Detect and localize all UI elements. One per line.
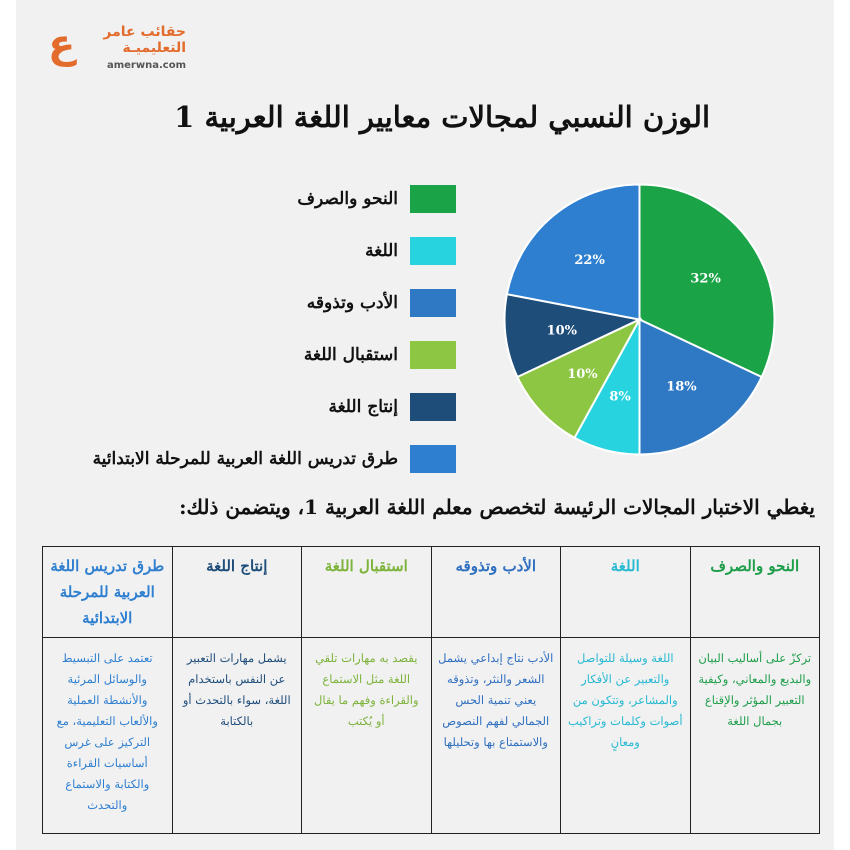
legend-item: [50, 443, 460, 475]
legend-swatch: [410, 185, 456, 213]
legend-label: النحو والصرف: [297, 189, 398, 209]
pie-slice-label: 18%: [666, 379, 697, 395]
table-header-row: [43, 547, 820, 638]
logo-text-line1: حقائب عامر: [103, 24, 186, 40]
table-body-cell: اللغة وسيلة للتواصل والتعبير عن الأفكار والمشاعر، وتتكون من أصوات وكلمات وتراكيب ومعانٍ: [561, 638, 691, 834]
table-body-cell: تعتمد على التبسيط والوسائل المرئية والأنشطة العملية والألعاب التعليمية، مع التركيز على غرس أساسيات القراءة والكتابة والاستماع والتحدث: [43, 638, 173, 834]
legend-label: استقبال اللغة: [303, 345, 398, 365]
legend-item: [50, 391, 460, 423]
legend-swatch: [410, 393, 456, 421]
pie-slice-label: 10%: [546, 323, 578, 339]
legend-item: [50, 183, 460, 215]
pie-slice-label: 32%: [690, 271, 721, 287]
pie-slice-label: 22%: [574, 253, 605, 269]
legend-swatch: [410, 289, 456, 317]
legend-item: [50, 339, 460, 371]
legend-swatch: [410, 237, 456, 265]
legend-item: [50, 287, 460, 319]
table-body-cell: يقصد به مهارات تلقي اللغة مثل الاستماع والقراءة وفهم ما يقال أو يُكتب: [302, 638, 432, 834]
table-header-cell: طرق تدريس اللغة العربية للمرحلة الابتدائية: [43, 547, 173, 638]
chart-title: الوزن النسبي لمجالات معايير اللغة العربية 1: [174, 100, 710, 134]
legend-swatch: [410, 341, 456, 369]
table-header-cell: النحو والصرف: [690, 547, 820, 638]
legend-label: إنتاج اللغة: [328, 397, 398, 417]
logo-text-line2: التعليميـة: [122, 40, 186, 56]
brand-logo: [48, 22, 188, 72]
table-header-cell: اللغة: [561, 547, 691, 638]
table-header-cell: الأدب وتذوقه: [431, 547, 561, 638]
table-header-cell: استقبال اللغة: [302, 547, 432, 638]
pie-chart: [502, 182, 777, 457]
intro-text: يغطي الاختبار المجالات الرئيسة لتخصص معلم اللغة العربية 1، ويتضمن ذلك:: [179, 495, 815, 519]
legend-label: الأدب وتذوقه: [306, 293, 398, 313]
table-header-cell: إنتاج اللغة: [172, 547, 302, 638]
table-body-cell: الأدب نتاج إبداعي يشمل الشعر والنثر، وتذوقه يعني تنمية الحس الجمالي لفهم النصوص والاستمتاع بها وتحليلها: [431, 638, 561, 834]
table-body-row: [43, 638, 820, 834]
pie-slice-label: 8%: [609, 389, 631, 405]
legend-label: اللغة: [365, 241, 398, 261]
table-body-cell: تركزّ على أساليب البيان والبديع والمعاني، وكيفية التعبير المؤثر والإقناع بجمال اللغة: [690, 638, 820, 834]
domains-table: [42, 546, 820, 834]
legend-item: [50, 235, 460, 267]
chart-legend: [50, 183, 460, 478]
legend-label: طرق تدريس اللغة العربية للمرحلة الابتدائية: [92, 449, 398, 469]
pie-slice-label: 10%: [567, 367, 598, 383]
legend-swatch: [410, 445, 456, 473]
logo-url: amerwna.com: [106, 60, 186, 71]
table-body-cell: يشمل مهارات التعبير عن النفس باستخدام اللغة، سواء بالتحدث أو بالكتابة: [172, 638, 302, 834]
logo-mark-icon: ع: [48, 21, 76, 67]
